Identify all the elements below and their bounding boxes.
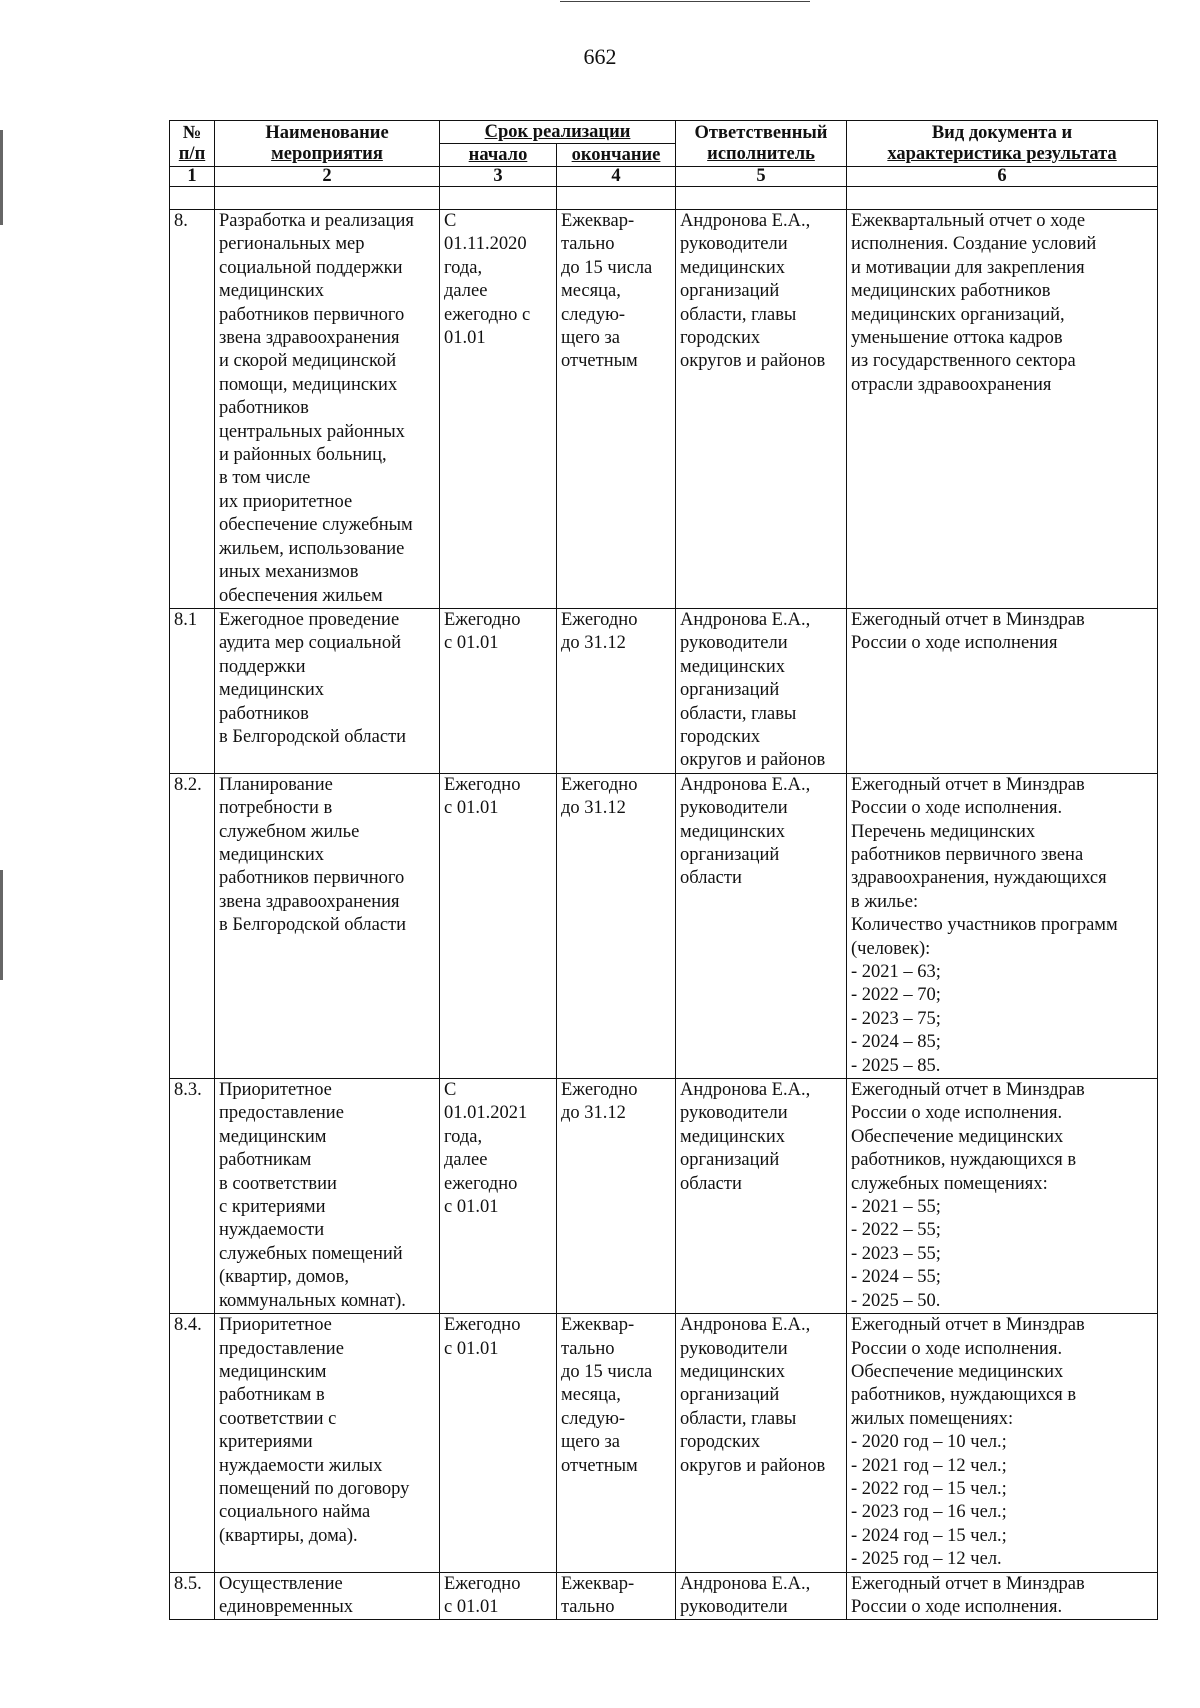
cell-line: щего за (561, 328, 620, 349)
cell-line: нуждаемости жилых (219, 1455, 383, 1476)
cell-line: месяца, (561, 281, 621, 302)
cell-line: - 2024 – 55; (851, 1267, 941, 1288)
cell-line: помощи, медицинских (219, 374, 398, 395)
row-number-cell: 8.3. (170, 1079, 215, 1314)
cell-line: (квартир, домов, (219, 1267, 349, 1288)
cell-line: далее (444, 281, 488, 302)
cell-line: Приоритетное (219, 1315, 332, 1336)
cell-line: округов и районов (680, 750, 826, 771)
column-number: 4 (557, 167, 676, 187)
column-number: 1 (170, 167, 215, 187)
cell-line: региональных мер (219, 234, 365, 255)
cell-line: области (680, 868, 742, 889)
cell-line: с 01.01 (444, 1197, 499, 1218)
column-number: 3 (440, 167, 557, 187)
cell-line: поддержки (219, 656, 306, 677)
cell-line: области, главы (680, 1408, 797, 1429)
cell-line: с 01.01 (444, 1596, 499, 1617)
header-number: № п/п (170, 121, 215, 167)
cell-line: обеспечение служебным (219, 515, 413, 536)
responsible-cell (676, 210, 847, 609)
start-date-cell (440, 773, 557, 1078)
cell-line: ежегодно (444, 1173, 518, 1194)
cell-line: до 15 числа (561, 1361, 653, 1382)
end-date-cell (557, 1572, 676, 1620)
measure-name-cell (215, 1079, 440, 1314)
header-result: Вид документа и характеристика результата (847, 121, 1158, 167)
start-date-cell (440, 1572, 557, 1620)
cell-line: работников первичного (219, 868, 405, 889)
cell-line: Ежегодно (444, 609, 521, 630)
cell-line: здравоохранения, нуждающихся (851, 868, 1107, 889)
cell-line: - 2023 год – 16 чел.; (851, 1502, 1007, 1523)
cell-line: Приоритетное (219, 1080, 332, 1101)
cell-line: с 01.01 (444, 798, 499, 819)
cell-line: звена здравоохранения (219, 328, 400, 349)
table-row (170, 1079, 1158, 1314)
cell-line: - 2025 – 85. (851, 1055, 941, 1076)
left-edge-mark (0, 870, 3, 980)
cell-line: с 01.01 (444, 633, 499, 654)
cell-line: - 2022 год – 15 чел.; (851, 1478, 1007, 1499)
measure-name-cell (215, 1572, 440, 1620)
cell-line: тально (561, 1596, 615, 1617)
cell-line: Ежегодно (444, 1315, 521, 1336)
cell-line: Ежегодно (561, 774, 638, 795)
cell-line: медицинских (219, 680, 325, 701)
measure-name-cell (215, 210, 440, 609)
table-row (170, 608, 1158, 773)
measures-table (169, 120, 1158, 1620)
table-row (170, 210, 1158, 609)
cell-line: далее (444, 1150, 488, 1171)
cell-line: Андронова Е.А., (680, 1573, 811, 1594)
cell-line: критериями (219, 1432, 313, 1453)
cell-line: Ежегодный отчет в Минздрав (851, 609, 1085, 630)
cell-line: - 2021 год – 12 чел.; (851, 1455, 1007, 1476)
top-edge-line (560, 1, 810, 2)
cell-line: соответствии с (219, 1408, 337, 1429)
cell-line: Ежегодно (561, 1080, 638, 1101)
cell-line: центральных районных (219, 421, 405, 442)
cell-line: до 31.12 (561, 798, 626, 819)
end-date-cell (557, 1314, 676, 1572)
cell-line: предоставление (219, 1338, 344, 1359)
cell-line: до 31.12 (561, 1103, 626, 1124)
cell-line: 01.01.2021 (444, 1103, 528, 1124)
cell-line: в том числе (219, 468, 311, 489)
cell-line: до 15 числа (561, 257, 653, 278)
responsible-cell (676, 1572, 847, 1620)
cell-line: медицинских (680, 821, 786, 842)
cell-line: следую- (561, 304, 626, 325)
cell-line: из государственного сектора (851, 351, 1076, 372)
cell-line: в Белгородской области (219, 915, 407, 936)
cell-line: России о ходе исполнения. (851, 1103, 1063, 1124)
cell-line: - 2024 – 85; (851, 1032, 941, 1053)
cell-line: работников первичного звена (851, 844, 1084, 865)
cell-line: - 2025 год – 12 чел. (851, 1549, 1002, 1570)
cell-line: в Белгородской области (219, 726, 407, 747)
column-number: 5 (676, 167, 847, 187)
result-cell (847, 210, 1158, 609)
cell-line: Ежеквар- (561, 1573, 635, 1594)
cell-line: медицинских (680, 1126, 786, 1147)
cell-line: округов и районов (680, 1455, 826, 1476)
cell-line: медицинских работников (851, 281, 1051, 302)
cell-line: Обеспечение медицинских (851, 1361, 1064, 1382)
cell-line: - 2023 – 55; (851, 1243, 941, 1264)
cell-line: Андронова Е.А., (680, 1315, 811, 1336)
cell-line: - 2022 – 70; (851, 985, 941, 1006)
cell-line: аудита мер социальной (219, 633, 401, 654)
cell-line: Ежегодное проведение (219, 609, 400, 630)
cell-line: года, (444, 1126, 483, 1147)
cell-line: России о ходе исполнения. (851, 1596, 1063, 1617)
cell-line: тально (561, 1338, 615, 1359)
cell-line: Ежегодный отчет в Минздрав (851, 1315, 1085, 1336)
cell-line: медицинским (219, 1126, 327, 1147)
cell-line: их приоритетное (219, 491, 353, 512)
cell-line: руководители (680, 1596, 788, 1617)
cell-line: с критериями (219, 1197, 326, 1218)
cell-line: Разработка и реализация (219, 211, 414, 231)
cell-line: Ежегодно (444, 774, 521, 795)
cell-line: организаций (680, 281, 780, 302)
measure-name-cell (215, 1314, 440, 1572)
cell-line: жильем, использование (219, 538, 405, 559)
cell-line: служебных помещениях: (851, 1173, 1048, 1194)
cell-line: коммунальных комнат). (219, 1290, 406, 1311)
cell-line: области, главы (680, 703, 797, 724)
cell-line: Обеспечение медицинских (851, 1126, 1064, 1147)
row-number-cell: 8.4. (170, 1314, 215, 1572)
result-cell (847, 1572, 1158, 1620)
cell-line: - 2023 – 75; (851, 1008, 941, 1029)
column-numbers-row (170, 167, 1158, 187)
cell-line: Ежегодный отчет в Минздрав (851, 1080, 1085, 1101)
header-period: Срок реализации (440, 121, 676, 144)
cell-line: Андронова Е.А., (680, 211, 811, 231)
cell-line: с 01.01 (444, 1338, 499, 1359)
result-cell (847, 773, 1158, 1078)
responsible-cell (676, 1314, 847, 1572)
cell-line: Осуществление (219, 1573, 343, 1594)
cell-line: иных механизмов (219, 562, 359, 583)
cell-line: руководители (680, 798, 788, 819)
cell-line: служебных помещений (219, 1243, 403, 1264)
cell-line: 01.11.2020 (444, 234, 527, 255)
cell-line: работников первичного (219, 304, 405, 325)
cell-line: и районных больниц, (219, 445, 387, 466)
header-responsible: Ответственный исполнитель (676, 121, 847, 167)
cell-line: ежегодно с (444, 304, 531, 325)
cell-line: медицинских организаций, (851, 304, 1065, 325)
result-cell (847, 608, 1158, 773)
cell-line: руководители (680, 1103, 788, 1124)
cell-line: отрасли здравоохранения (851, 374, 1052, 395)
end-date-cell (557, 1079, 676, 1314)
cell-line: служебном жилье (219, 821, 360, 842)
cell-line: организаций (680, 844, 780, 865)
cell-line: организаций (680, 1150, 780, 1171)
cell-line: - 2024 год – 15 чел.; (851, 1525, 1007, 1546)
cell-line: округов и районов (680, 351, 826, 372)
table-row (170, 1572, 1158, 1620)
cell-line: - 2021 – 63; (851, 962, 941, 982)
cell-line: работников (219, 398, 309, 419)
cell-line: уменьшение оттока кадров (851, 328, 1063, 349)
cell-line: социального найма (219, 1502, 371, 1523)
cell-line: работников, нуждающихся в (851, 1385, 1077, 1406)
cell-line: жилых помещениях: (851, 1408, 1014, 1429)
cell-line: и мотивации для закрепления (851, 257, 1085, 278)
cell-line: звена здравоохранения (219, 891, 400, 912)
start-date-cell (440, 210, 557, 609)
cell-line: Андронова Е.А., (680, 1080, 811, 1101)
cell-line: до 31.12 (561, 633, 626, 654)
cell-line: исполнения. Создание условий (851, 234, 1097, 255)
cell-line: предоставление (219, 1103, 344, 1124)
cell-line: Перечень медицинских (851, 821, 1036, 842)
row-number-cell: 8. (170, 210, 215, 609)
responsible-cell (676, 773, 847, 1078)
cell-line: 01.01 (444, 328, 486, 349)
cell-line: Количество участников программ (851, 915, 1118, 936)
cell-line: медицинским (219, 1361, 327, 1382)
header-name: Наименование мероприятия (215, 121, 440, 167)
cell-line: (квартиры, дома). (219, 1525, 358, 1546)
cell-line: - 2022 – 55; (851, 1220, 941, 1241)
cell-line: в соответствии (219, 1173, 337, 1194)
cell-line: помещений по договору (219, 1478, 410, 1499)
cell-line: Ежегодно (561, 609, 638, 630)
cell-line: Андронова Е.А., (680, 774, 811, 795)
cell-line: работников, нуждающихся в (851, 1150, 1077, 1171)
cell-line: Ежегодно (444, 1573, 521, 1594)
cell-line: городских (680, 1432, 761, 1453)
cell-line: России о ходе исполнения. (851, 1338, 1063, 1359)
cell-line: (человек): (851, 938, 931, 959)
cell-line: работников (219, 703, 309, 724)
start-date-cell (440, 1314, 557, 1572)
end-date-cell (557, 773, 676, 1078)
cell-line: года, (444, 257, 483, 278)
cell-line: тально (561, 234, 615, 255)
row-number-cell: 8.1 (170, 608, 215, 773)
cell-line: руководители (680, 1338, 788, 1359)
responsible-cell (676, 608, 847, 773)
cell-line: городских (680, 328, 761, 349)
table-row (170, 773, 1158, 1078)
cell-line: в жилье: (851, 891, 919, 912)
cell-line: С (444, 211, 457, 231)
empty-row (170, 187, 1158, 210)
cell-line: - 2021 – 55; (851, 1197, 941, 1218)
result-cell (847, 1314, 1158, 1572)
cell-line: медицинских (219, 281, 325, 302)
cell-line: Ежеквартальный отчет о ходе (851, 211, 1086, 231)
cell-line: следую- (561, 1408, 626, 1429)
start-date-cell (440, 1079, 557, 1314)
cell-line: отчетным (561, 1455, 638, 1476)
cell-line: работникам (219, 1150, 312, 1171)
start-date-cell (440, 608, 557, 773)
cell-line: щего за (561, 1432, 620, 1453)
cell-line: Ежегодный отчет в Минздрав (851, 774, 1085, 795)
cell-line: Ежеквар- (561, 211, 635, 231)
cell-line: Андронова Е.А., (680, 609, 811, 630)
cell-line: нуждаемости (219, 1220, 325, 1241)
result-cell (847, 1079, 1158, 1314)
measure-name-cell (215, 608, 440, 773)
page-number: 662 (583, 44, 617, 69)
measure-name-cell (215, 773, 440, 1078)
cell-line: области, главы (680, 304, 797, 325)
end-date-cell (557, 608, 676, 773)
row-number-cell: 8.5. (170, 1572, 215, 1620)
end-date-cell (557, 210, 676, 609)
cell-line: отчетным (561, 351, 638, 372)
cell-line: руководители (680, 633, 788, 654)
cell-line: единовременных (219, 1596, 354, 1617)
cell-line: медицинских (680, 1361, 786, 1382)
cell-line: руководители (680, 234, 788, 255)
responsible-cell (676, 1079, 847, 1314)
cell-line: организаций (680, 680, 780, 701)
cell-line: - 2025 – 50. (851, 1290, 941, 1311)
cell-line: - 2020 год – 10 чел.; (851, 1432, 1007, 1453)
row-number-cell: 8.2. (170, 773, 215, 1078)
column-number: 6 (847, 167, 1158, 187)
cell-line: Планирование (219, 774, 333, 795)
cell-line: медицинских (219, 844, 325, 865)
cell-line: городских (680, 726, 761, 747)
cell-line: Ежеквар- (561, 1315, 635, 1336)
left-edge-mark (0, 130, 3, 225)
cell-line: организаций (680, 1385, 780, 1406)
cell-line: С (444, 1080, 457, 1101)
cell-line: медицинских (680, 257, 786, 278)
cell-line: потребности в (219, 798, 333, 819)
header-start: начало (440, 144, 557, 167)
cell-line: Ежегодный отчет в Минздрав (851, 1573, 1085, 1594)
cell-line: области (680, 1173, 742, 1194)
cell-line: и скорой медицинской (219, 351, 397, 372)
cell-line: России о ходе исполнения (851, 633, 1058, 654)
cell-line: медицинских (680, 656, 786, 677)
cell-line: социальной поддержки (219, 257, 403, 278)
table-row (170, 1314, 1158, 1572)
header-end: окончание (557, 144, 676, 167)
cell-line: обеспечения жильем (219, 585, 383, 606)
column-number: 2 (215, 167, 440, 187)
cell-line: работникам в (219, 1385, 325, 1406)
cell-line: месяца, (561, 1385, 621, 1406)
cell-line: России о ходе исполнения. (851, 798, 1063, 819)
